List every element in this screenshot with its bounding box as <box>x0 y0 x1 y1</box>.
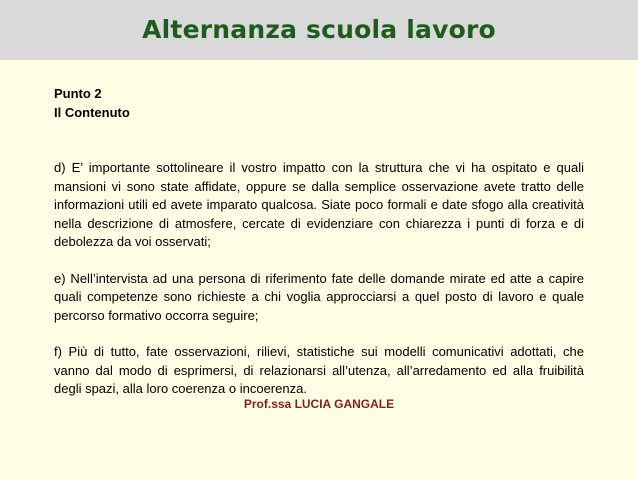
section-subheading: Il Contenuto <box>54 104 130 120</box>
section-heading: Punto 2 <box>54 86 102 101</box>
slide-title: Alternanza scuola lavoro <box>142 15 496 44</box>
paragraph-f: f) Più di tutto, fate osservazioni, rilievi, statistiche sui modelli comunicativi adottati, che vanno dal modo di esprimersi, di relazionarsi all’utenza, all’arredamento ed alla fruibilità degli spazi, alla loro coerenza o incoerenza. <box>54 344 584 396</box>
signature: Prof.ssa LUCIA GANGALE <box>243 397 395 411</box>
paragraph-e: e) Nell’intervista ad una persona di riferimento fate delle domande mirate ed atte a capire quali competenze sono richieste a chi voglia approcciarsi a quel posto di lavoro e quale percorso formativo occorra seguire; <box>54 270 584 323</box>
slide-content <box>54 85 584 399</box>
paragraph-d: d) E’ importante sottolineare il vostro impatto con la struttura che vi ha ospitato e quali mansioni vi sono state affidate, oppure se dalla semplice osservazione avete tratto delle informazioni utili ed avete imparato qualcosa. Siate poco formali e date sfogo alla creatività nella descrizione di atmosfere, cercate di evidenziare con chiarezza i punti di forza e di debolezza da voi osservati; <box>54 160 584 249</box>
